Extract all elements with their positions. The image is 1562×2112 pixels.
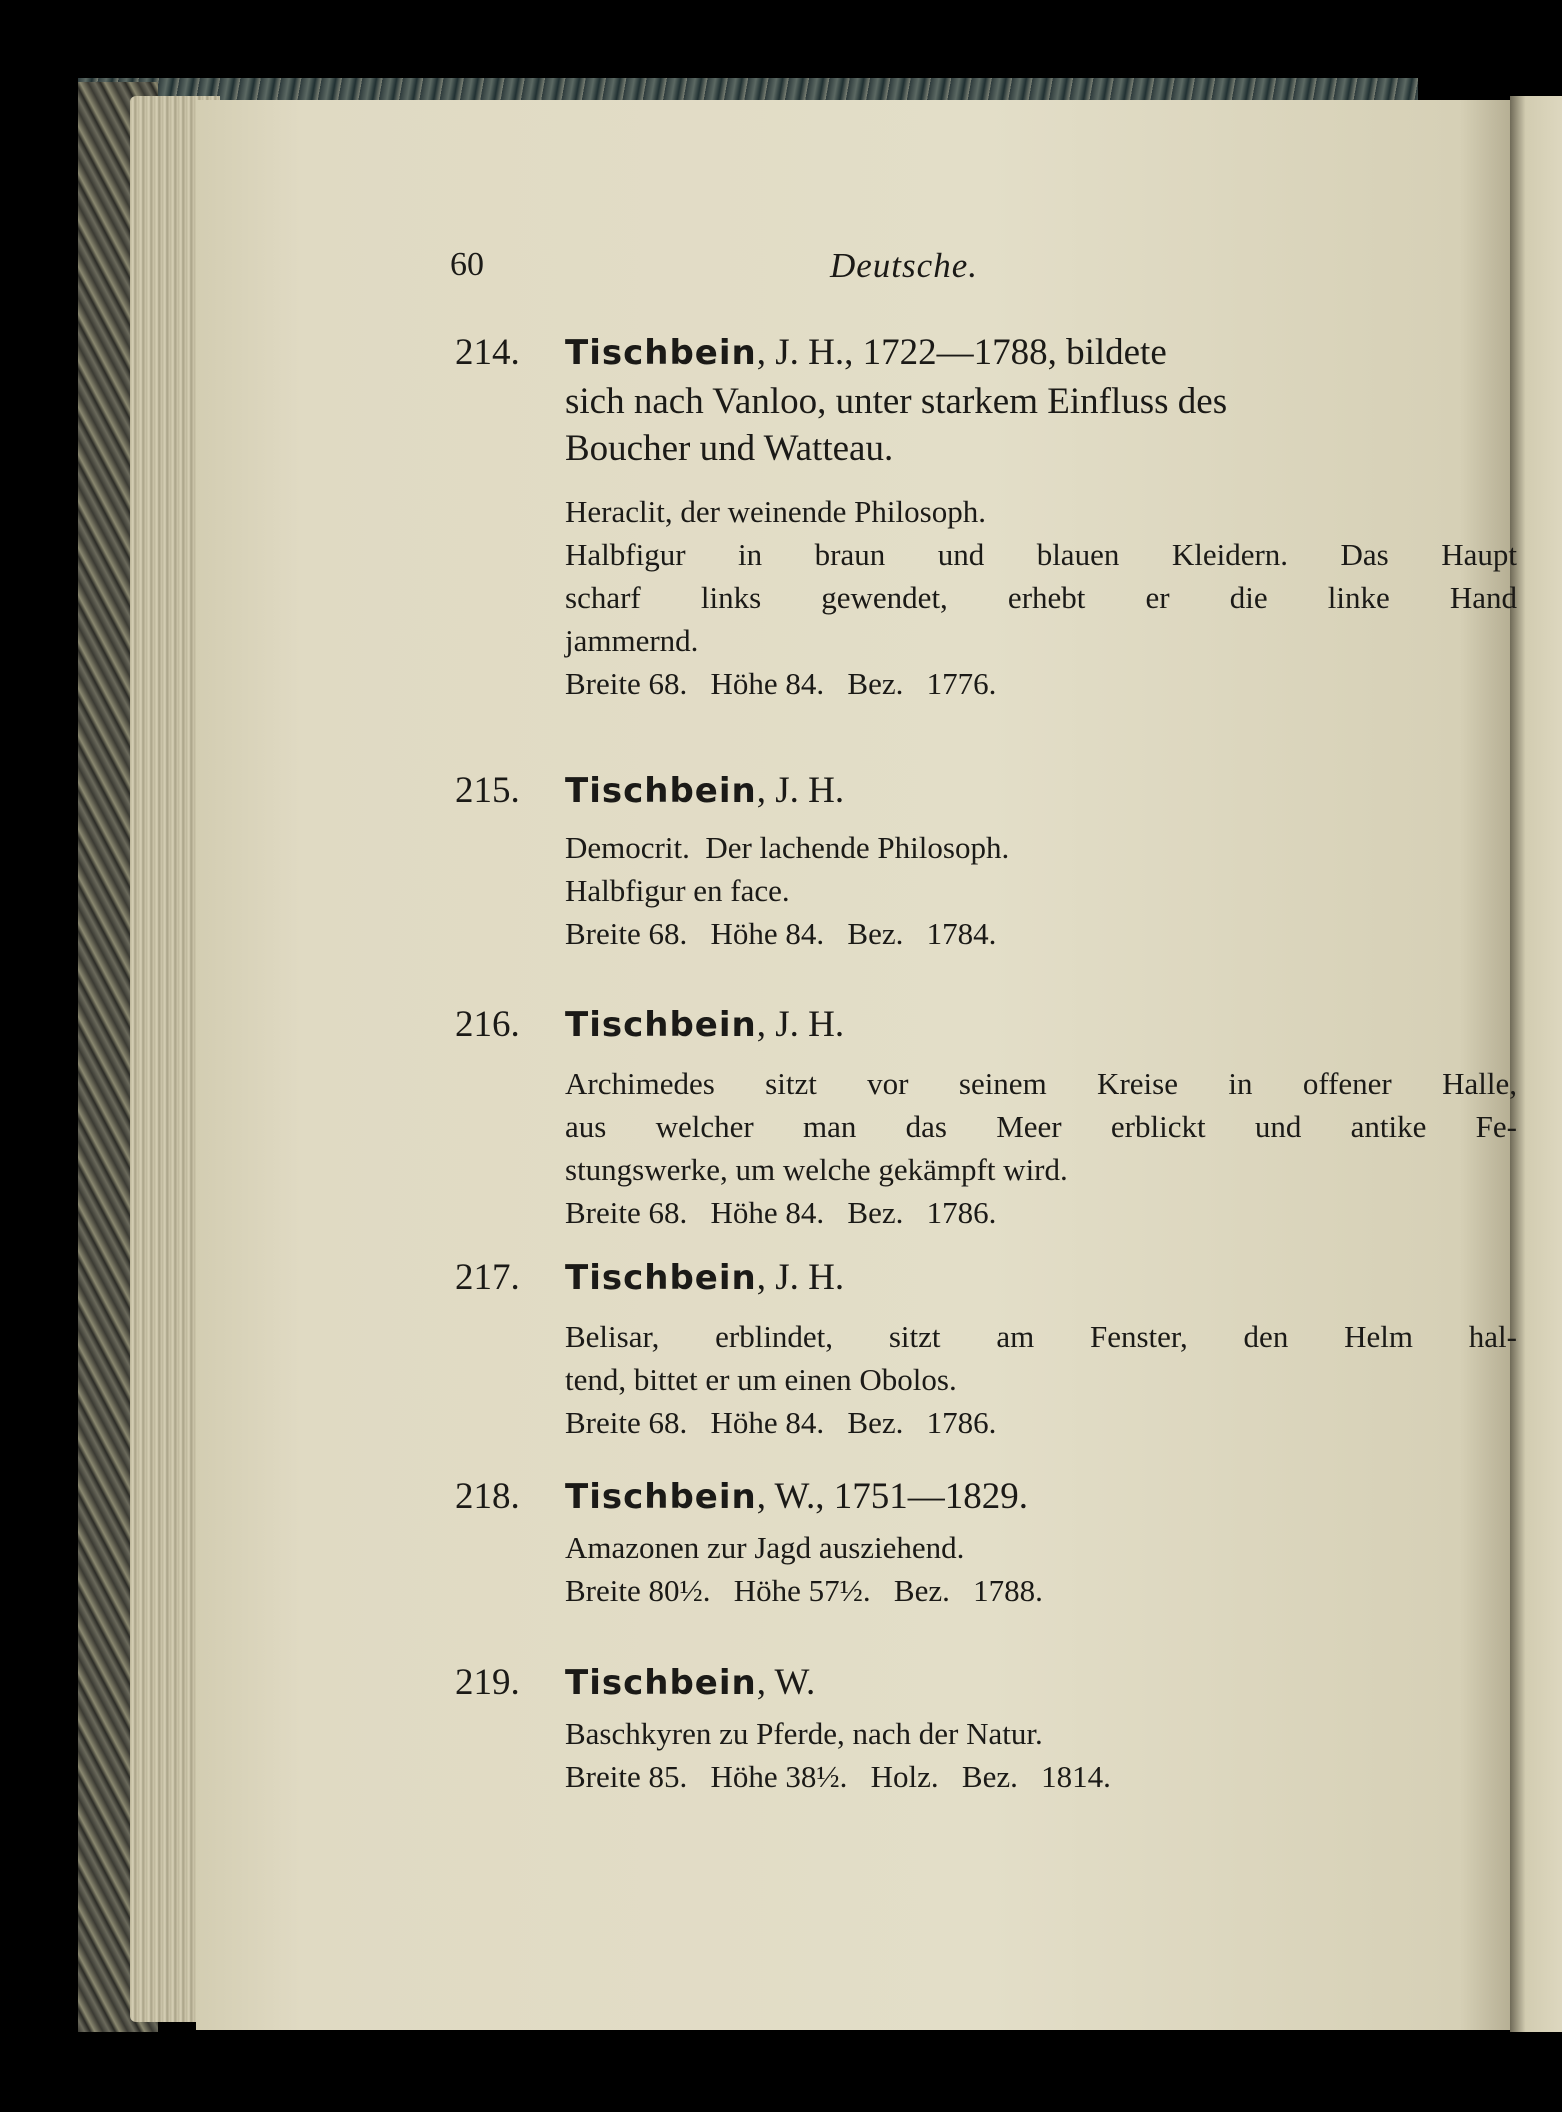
artist-name: Tischbein — [565, 771, 757, 811]
artist-name: Tischbein — [565, 1005, 757, 1045]
dimensions-line: Breite 85. Höhe 38½. Holz. Bez. 1814. — [565, 1759, 1111, 1794]
dimensions-line: Breite 68. Höhe 84. Bez. 1784. — [565, 916, 997, 951]
page-header — [450, 246, 1030, 296]
dimensions-line: Breite 68. Höhe 84. Bez. 1786. — [565, 1405, 997, 1440]
facing-page-edge — [1510, 96, 1562, 2032]
entry-heading — [455, 1658, 1415, 1708]
entry-description — [455, 1712, 1415, 1798]
description-line: aus welcher man das Meer erblickt und antike Fe- — [565, 1109, 1517, 1144]
description-line: stungswerke, um welche gekämpft wird. — [565, 1152, 1068, 1187]
entry-heading — [455, 1253, 1415, 1303]
artist-details: , J. H., 1722—1788, bildete — [756, 332, 1167, 373]
entry-description — [455, 1526, 1415, 1612]
entry-number: 218. — [455, 1476, 520, 1517]
entry-number: 219. — [455, 1662, 520, 1703]
dimensions-line: Breite 80½. Höhe 57½. Bez. 1788. — [565, 1573, 1043, 1608]
artist-name: Tischbein — [565, 1477, 757, 1517]
artist-name: Tischbein — [565, 1663, 757, 1703]
catalog-entry-217 — [455, 1253, 1517, 1444]
painting-title: Heraclit, der weinende Philosoph. — [565, 494, 986, 529]
description-line: scharf links gewendet, erhebt er die linke Hand — [565, 580, 1517, 615]
entry-heading — [455, 766, 1415, 816]
catalog-entry-218 — [455, 1472, 1415, 1612]
artist-details: , J. H. — [756, 770, 845, 811]
artist-details: , W., 1751—1829. — [756, 1476, 1029, 1517]
entry-number: 217. — [455, 1257, 520, 1298]
artist-name: Tischbein — [565, 333, 757, 373]
description-line: Archimedes sitzt vor seinem Kreise in offener Halle, — [565, 1066, 1517, 1101]
artist-details: , J. H. — [756, 1257, 845, 1298]
artist-details: , W. — [756, 1662, 816, 1703]
description-line: tend, bittet er um einen Obolos. — [565, 1362, 957, 1397]
dimensions-line: Breite 68. Höhe 84. Bez. 1776. — [565, 666, 997, 701]
entry-number: 216. — [455, 1004, 520, 1045]
running-title: Deutsche. — [830, 246, 978, 285]
entry-description — [455, 1062, 1517, 1234]
description-line: Halbfigur en face. — [565, 873, 790, 908]
entry-description — [455, 826, 1415, 955]
description-line: Halbfigur in braun und blauen Kleidern. Das Haupt — [565, 537, 1517, 572]
description-line: jammernd. — [565, 623, 699, 658]
entry-heading — [455, 328, 1415, 378]
entry-description — [455, 490, 1517, 705]
catalog-entry-219 — [455, 1658, 1415, 1798]
catalog-entry-214 — [455, 328, 1517, 705]
entry-heading — [455, 1000, 1415, 1050]
dimensions-line: Breite 68. Höhe 84. Bez. 1786. — [565, 1195, 997, 1230]
artist-details: , J. H. — [756, 1004, 845, 1045]
page-number: 60 — [450, 246, 484, 283]
entry-description — [455, 1315, 1517, 1444]
entry-number: 214. — [455, 332, 520, 373]
painting-title: Democrit. Der lachende Philosoph. — [565, 830, 1010, 865]
catalog-entry-216 — [455, 1000, 1517, 1234]
artist-details-continued: sich nach Vanloo, unter starkem Einfluss des — [565, 381, 1228, 422]
entry-heading — [455, 1472, 1415, 1522]
painting-title: Baschkyren zu Pferde, nach der Natur. — [565, 1716, 1043, 1751]
artist-name: Tischbein — [565, 1258, 757, 1298]
painting-title: Amazonen zur Jagd ausziehend. — [565, 1530, 965, 1565]
description-line: Belisar, erblindet, sitzt am Fenster, den Helm hal- — [565, 1319, 1517, 1354]
entry-number: 215. — [455, 770, 520, 811]
catalog-entry-215 — [455, 766, 1415, 955]
artist-details-continued: Boucher und Watteau. — [565, 428, 894, 469]
